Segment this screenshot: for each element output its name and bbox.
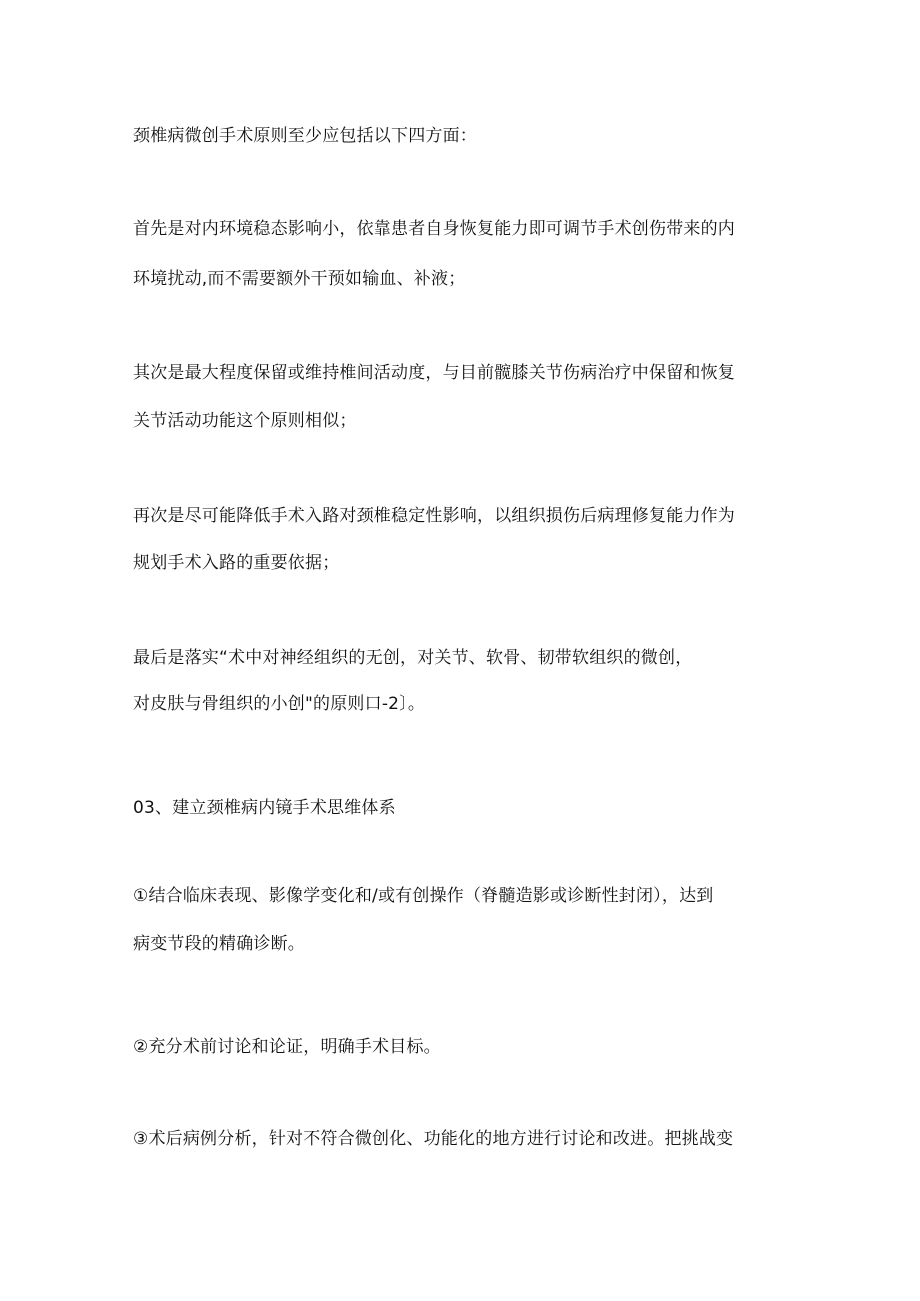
principle-1-line-1: 首先是对内环境稳态影响小，依靠患者自身恢复能力即可调节手术创伤带来的内 [133, 219, 735, 239]
item-1-line-2: 病变节段的精确诊断。 [133, 934, 305, 954]
principle-3-line-1: 再次是尽可能降低手术入路对颈椎稳定性影响，以组织损伤后病理修复能力作为 [133, 506, 735, 526]
principle-2-line-1: 其次是最大程度保留或维持椎间活动度，与目前髋膝关节伤病治疗中保留和恢复 [133, 363, 735, 383]
principle-3-line-2: 规划手术入路的重要依据； [133, 553, 340, 573]
item-2-line: ②充分术前讨论和论证，明确手术目标。 [133, 1037, 441, 1057]
principle-1-line-2: 环境扰动,而不需要额外干预如输血、补液； [133, 269, 466, 289]
item-3-line-1: ③术后病例分析，针对不符合微创化、功能化的地方进行讨论和改进。把挑战变 [133, 1129, 734, 1149]
item-1-line-1: ①结合临床表现、影像学变化和/或有创操作（脊髓造影或诊断性封闭），达到 [133, 886, 714, 906]
principle-2-line-2: 关节活动功能这个原则相似； [133, 411, 357, 431]
principle-4-line-1: 最后是落实“术中对神经组织的无创，对关节、软骨、韧带软组织的微创， [133, 648, 693, 668]
section-heading: 03、建立颈椎病内镜手术思维体系 [133, 798, 396, 818]
principle-4-line-2: 对皮肤与骨组织的小创"的原则口-2〕。 [133, 694, 426, 714]
intro-line: 颈椎病微创手术原则至少应包括以下四方面： [133, 126, 477, 146]
